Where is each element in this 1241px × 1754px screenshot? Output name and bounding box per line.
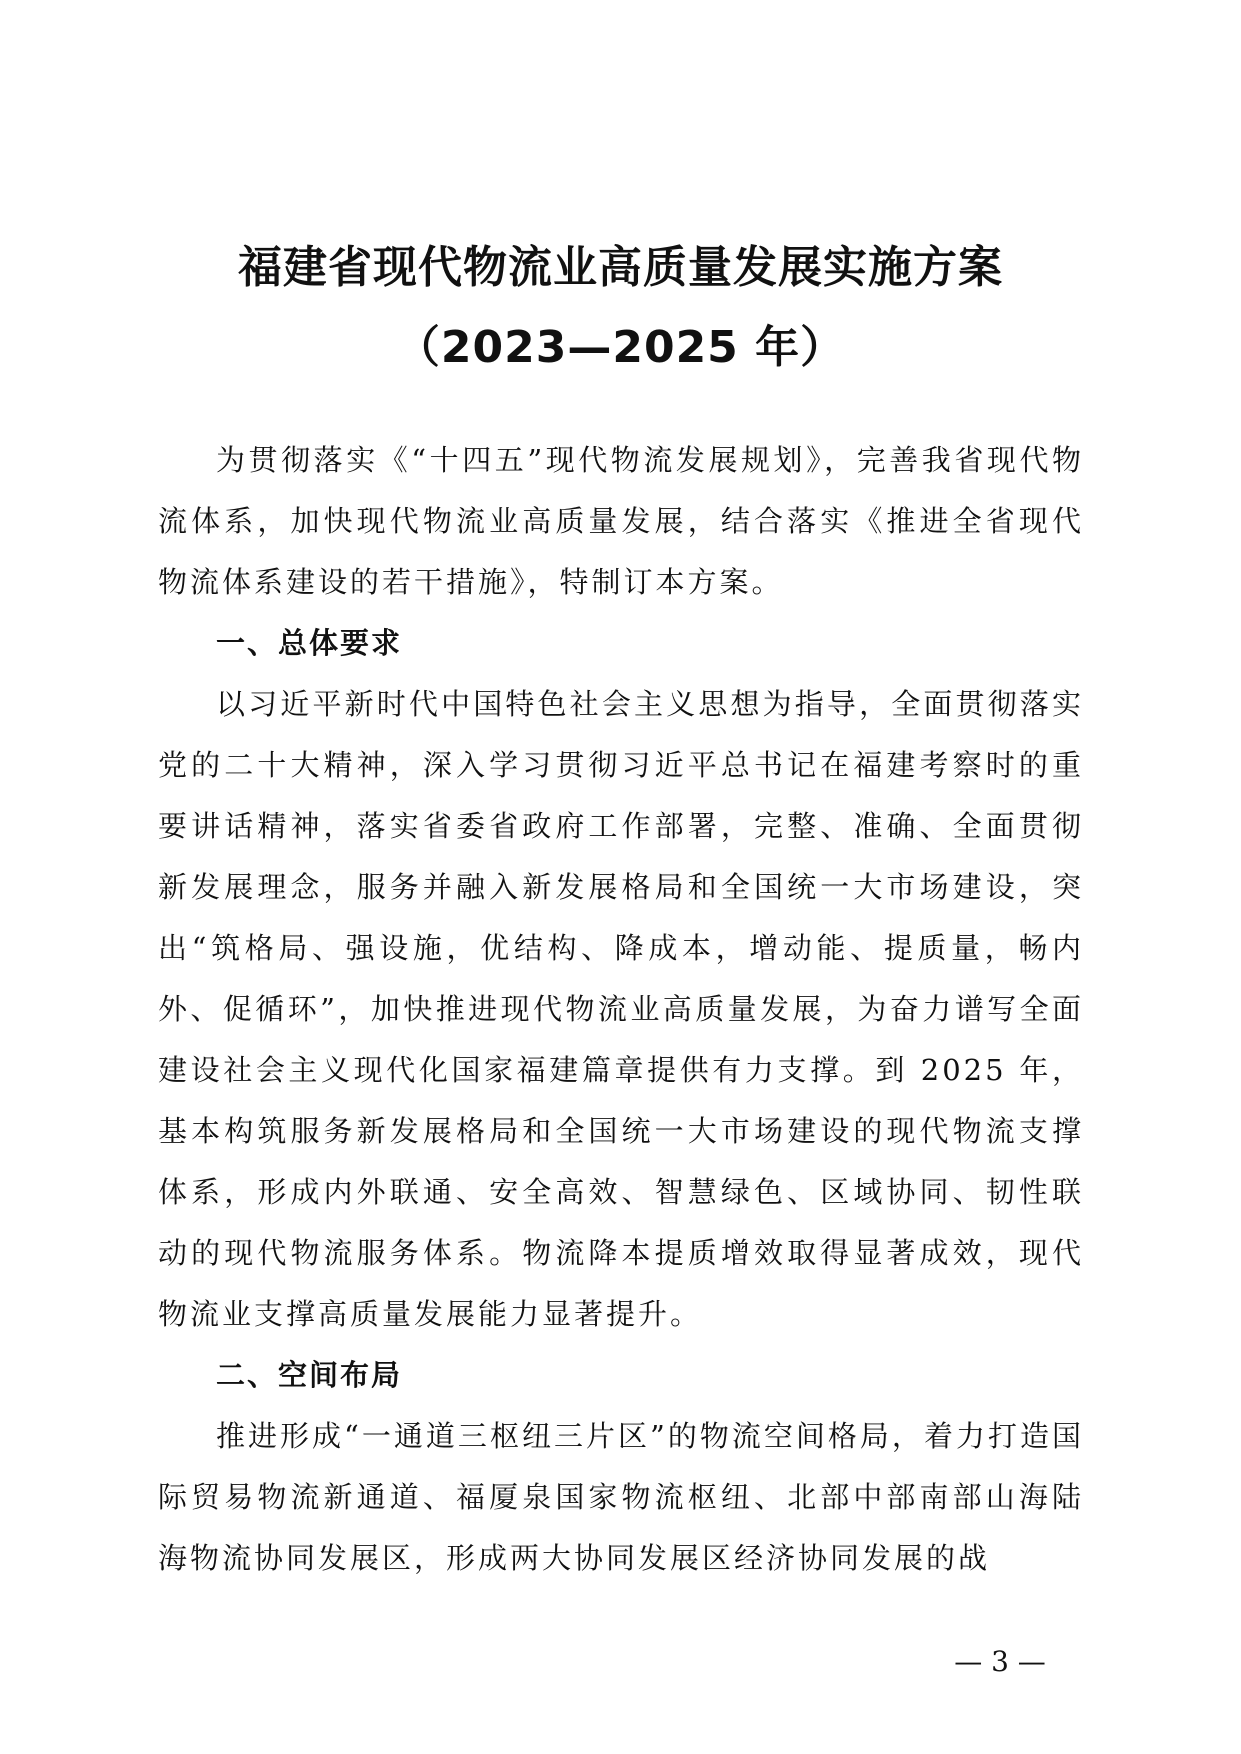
page-number: — 3 — bbox=[954, 1645, 1046, 1678]
section-heading-general-requirements: 一、总体要求 bbox=[216, 626, 403, 660]
section-heading-spatial-layout: 二、空间布局 bbox=[216, 1358, 403, 1392]
document-body bbox=[158, 430, 1084, 1589]
intro-paragraph: 为贯彻落实《“十四五”现代物流发展规划》，完善我省现代物流体系，加快现代物流业高质量发展，结合落实《推进全省现代物流体系建设的若干措施》，特制订本方案。 bbox=[158, 443, 1084, 599]
general-requirements-paragraph: 以习近平新时代中国特色社会主义思想为指导，全面贯彻落实党的二十大精神，深入学习贯彻习近平总书记在福建考察时的重要讲话精神，落实省委省政府工作部署，完整、准确、全面贯彻新发展理念，服务并融入新发展格局和全国统一大市场建设，突出“筑格局、强设施，优结构、降成本，增动能、提质量，畅内外、促循环”，加快推进现代物流业高质量发展，为奋力谱写全面建设社会主义现代化国家福建篇章提供有力支撑。到 2025 年，基本构筑服务新发展格局和全国统一大市场建设的现代物流支撑体系，形成内外联通、安全高效、智慧绿色、区域协同、韧性联动的现代物流服务体系。物流降本提质增效取得显著成效，现代物流业支撑高质量发展能力显著提升。 bbox=[158, 687, 1084, 1331]
title-years: （2023—2025 年） bbox=[395, 322, 846, 373]
document-title bbox=[0, 228, 1241, 388]
spatial-layout-paragraph: 推进形成“一通道三枢纽三片区”的物流空间格局，着力打造国际贸易物流新通道、福厦泉国家物流枢纽、北部中部南部山海陆海物流协同发展区，形成两大协同发展区经济协同发展的战 bbox=[158, 1419, 1084, 1575]
title-main: 福建省现代物流业高质量发展实施方案 bbox=[238, 242, 1003, 293]
